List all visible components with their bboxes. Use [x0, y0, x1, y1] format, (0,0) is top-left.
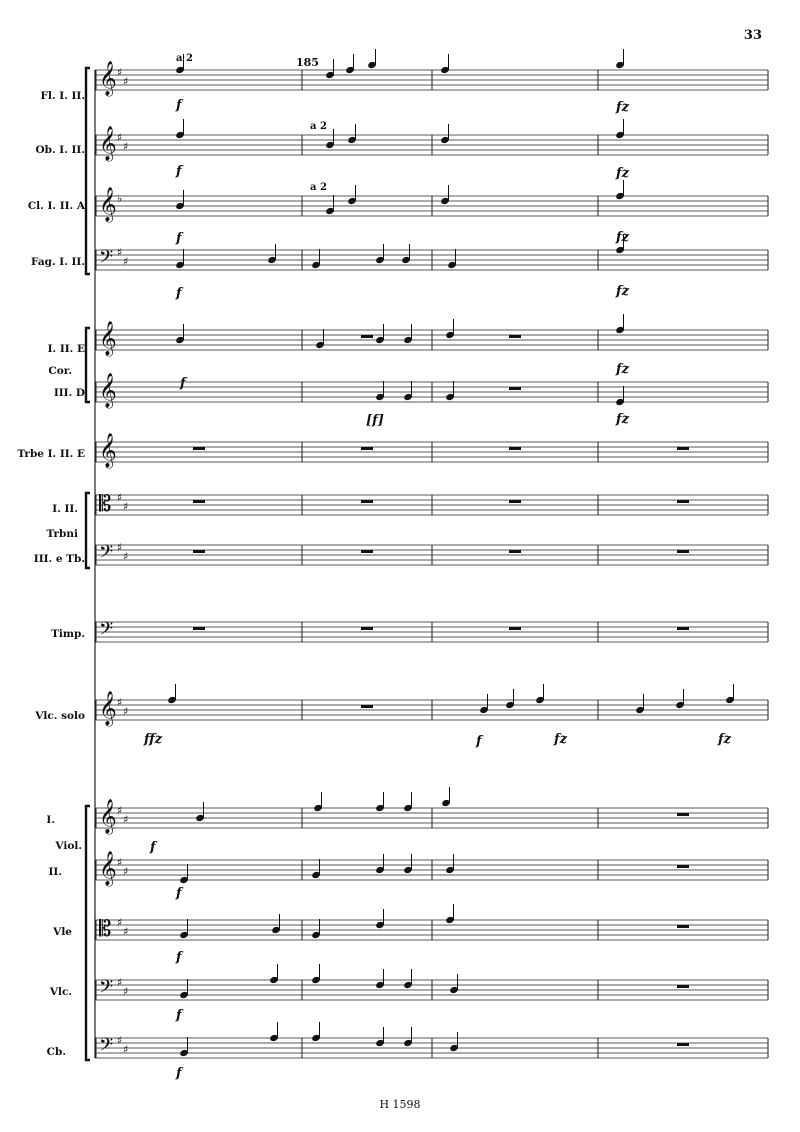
label-violins: Viol. [55, 840, 82, 852]
clef-alto: 𝄡 [99, 492, 112, 517]
label-oboes: Ob. I. II. [35, 144, 85, 156]
clef-treble: 𝄞 [99, 187, 117, 222]
whole-rest [509, 550, 521, 553]
key-signature: ♯ [123, 500, 129, 513]
label-clarinets: Cl. I. II. A [27, 200, 85, 212]
whole-rest [677, 813, 689, 816]
dyn-f-violin-1: f [150, 840, 156, 855]
label-timpani: Timp. [51, 628, 85, 640]
clef-treble: 𝄞 [99, 321, 117, 356]
whole-rest [677, 925, 689, 928]
label-violin-1: I. [46, 814, 55, 826]
label-horns: Cor. [48, 365, 72, 377]
label-horns-3: III. D [53, 387, 85, 399]
key-signature: ♯ [123, 140, 129, 153]
footer-plate-number: H 1598 [379, 1098, 421, 1111]
staff-bracket [86, 328, 90, 402]
whole-rest [509, 335, 521, 338]
clef-bass: 𝄢 [99, 542, 114, 567]
whole-rest [509, 627, 521, 630]
label-cellos: Vlc. [49, 986, 72, 998]
key-signature: ♯ [117, 541, 123, 554]
key-signature: ♯ [123, 1043, 129, 1056]
dyn-bracket-f-horns: [f] [366, 413, 384, 428]
staff-bracket [86, 493, 90, 568]
key-signature: ♯ [117, 1034, 123, 1047]
dyn-fz-cello-solo-2: fz [718, 732, 731, 747]
staff-bracket [86, 806, 90, 1060]
whole-rest [193, 500, 205, 503]
label-basses: Cb. [46, 1046, 66, 1058]
key-signature: ♯ [117, 246, 123, 259]
clef-bass: 𝄢 [99, 977, 114, 1002]
whole-rest [193, 447, 205, 450]
whole-rest [677, 985, 689, 988]
dyn-fz-flutes: fz [616, 100, 629, 115]
dyn-f-basses: f [176, 1066, 182, 1081]
key-signature: ♯ [123, 865, 129, 878]
label-trombone-tuba: III. e Tb. [33, 553, 85, 565]
dyn-f-cellos: f [176, 1008, 182, 1023]
whole-rest [361, 705, 373, 708]
key-signature: ♭ [117, 192, 123, 205]
dyn-fz-horns-3: fz [616, 412, 629, 427]
whole-rest [677, 865, 689, 868]
key-signature: ♯ [123, 550, 129, 563]
label-horns-12: I. II. E [47, 343, 85, 355]
dyn-f-bassoons: f [176, 286, 182, 301]
a2-clarinets: a 2 [310, 182, 327, 193]
label-trombones: Trbni [46, 528, 78, 540]
rehearsal-mark: 185 [296, 56, 319, 69]
label-bassoons: Fag. I. II. [30, 256, 85, 268]
key-signature: ♯ [117, 696, 123, 709]
clef-bass: 𝄢 [99, 619, 114, 644]
whole-rest [361, 500, 373, 503]
clef-bass: 𝄢 [99, 1035, 114, 1060]
label-violin-2: II. [48, 866, 62, 878]
dyn-f-flutes: f [176, 98, 182, 113]
whole-rest [509, 500, 521, 503]
key-signature: ♯ [123, 75, 129, 88]
page-number: 33 [743, 28, 762, 43]
label-trombones-12: I. II. [52, 503, 78, 515]
clef-treble: 𝄞 [99, 126, 117, 161]
dyn-f-violas: f [176, 950, 182, 965]
whole-rest [677, 447, 689, 450]
dyn-fz-clarinets: fz [616, 230, 629, 245]
key-signature: ♯ [123, 255, 129, 268]
clef-treble: 𝄞 [99, 799, 117, 834]
clef-treble: 𝄞 [99, 851, 117, 886]
dyn-f-clarinets: f [176, 231, 182, 246]
whole-rest [677, 1043, 689, 1046]
key-signature: ♯ [123, 813, 129, 826]
a2-oboes: a 2 [310, 121, 327, 132]
key-signature: ♯ [123, 925, 129, 938]
whole-rest [677, 500, 689, 503]
whole-rest [677, 550, 689, 553]
key-signature: ♯ [123, 705, 129, 718]
label-trumpets: Trbe I. II. E [17, 448, 85, 460]
clef-bass: 𝄢 [99, 247, 114, 272]
clef-treble: 𝄞 [99, 433, 117, 468]
whole-rest [361, 335, 373, 338]
key-signature: ♯ [123, 985, 129, 998]
a2-flutes: a 2 [176, 53, 193, 64]
clef-treble: 𝄞 [99, 691, 117, 726]
dyn-fz-oboes: fz [616, 166, 629, 181]
dyn-fz-horns-12: fz [616, 362, 629, 377]
dyn-f-oboes: f [176, 164, 182, 179]
key-signature: ♯ [117, 976, 123, 989]
whole-rest [509, 387, 521, 390]
key-signature: ♯ [117, 804, 123, 817]
key-signature: ♯ [117, 491, 123, 504]
whole-rest [677, 627, 689, 630]
whole-rest [193, 550, 205, 553]
staff-bracket [86, 68, 90, 274]
whole-rest [361, 550, 373, 553]
clef-alto: 𝄡 [99, 917, 112, 942]
clef-treble: 𝄞 [99, 373, 117, 408]
key-signature: ♯ [117, 916, 123, 929]
dyn-ffz-cello-solo: ffz [144, 732, 163, 747]
key-signature: ♯ [117, 131, 123, 144]
whole-rest [509, 447, 521, 450]
label-cello-solo: Vlc. solo [35, 710, 85, 722]
label-violas: Vle [53, 926, 72, 938]
whole-rest [361, 447, 373, 450]
key-signature: ♯ [117, 856, 123, 869]
dyn-fz-bassoons: fz [616, 284, 629, 299]
dyn-f-cello-solo: f [476, 734, 482, 749]
dyn-f-horns: f [180, 376, 186, 391]
label-flutes: Fl. I. II. [40, 90, 85, 102]
clef-treble: 𝄞 [99, 61, 117, 96]
key-signature: ♯ [117, 66, 123, 79]
dyn-f-violin-2: f [176, 886, 182, 901]
dyn-fz-cello-solo-1: fz [554, 732, 567, 747]
whole-rest [361, 627, 373, 630]
whole-rest [193, 627, 205, 630]
